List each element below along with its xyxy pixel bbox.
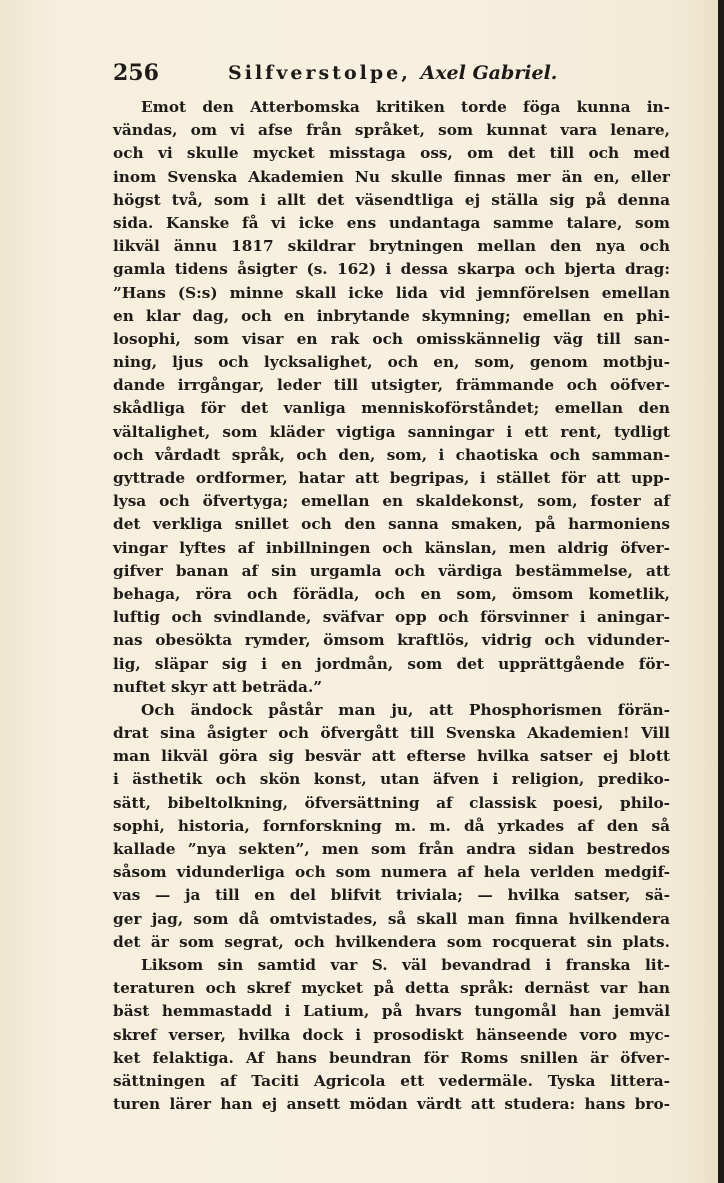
text-line: lysa och öfvertyga; emellan en skaldekonst, som, foster af bbox=[113, 492, 670, 511]
author-heading bbox=[228, 62, 557, 84]
running-head bbox=[113, 60, 673, 94]
text-line: i ästhetik och skön konst, utan äfven i religion, prediko- bbox=[113, 770, 670, 789]
text-line: gamla tidens åsigter (s. 162) i dessa skarpa och bjerta drag: bbox=[113, 260, 670, 279]
text-line: gyttrade ordformer, hatar att begripas, i stället för att upp- bbox=[113, 469, 670, 487]
text-line: dande irrgångar, leder till utsigter, främmande och oöfver- bbox=[113, 376, 670, 395]
text-line: och vårdadt språk, och den, som, i chaotiska och samman- bbox=[113, 445, 670, 464]
text-line: högst två, som i allt det väsendtliga ej ställa sig på denna bbox=[113, 190, 670, 209]
text-line: nuftet skyr att beträda.” bbox=[113, 677, 323, 696]
text-line: skådliga för det vanliga menniskoförståndet; emellan den bbox=[113, 399, 670, 418]
text-line: sättningen af Taciti Agricola ett vedermäle. Tyska littera- bbox=[113, 1071, 670, 1090]
text-line: sätt, bibeltolkning, öfversättning af classisk poesi, philo- bbox=[113, 793, 670, 812]
text-line: sida. Kanske få vi icke ens undantaga samme talare, som bbox=[113, 213, 670, 232]
text-line: kallade ”nya sekten”, men som från andra sidan bestredos bbox=[113, 840, 670, 858]
text-line: vältalighet, som kläder vigtiga sanningar i ett rent, tydligt bbox=[113, 422, 670, 441]
author-surname: Silfverstolpe, bbox=[228, 62, 411, 84]
text-line: teraturen och skref mycket på detta språk: dernäst var han bbox=[113, 979, 670, 998]
text-line: luftig och svindlande, sväfvar opp och försvinner i aningar- bbox=[113, 608, 670, 627]
text-line: likväl ännu 1817 skildrar brytningen mellan den nya och bbox=[113, 237, 670, 256]
text-line: Liksom sin samtid var S. väl bevandrad i franska lit- bbox=[141, 955, 670, 974]
text-line: Emot den Atterbomska kritiken torde föga kunna in- bbox=[141, 98, 670, 116]
text-line: vingar lyftes af inbillningen och känslan, men aldrig öfver- bbox=[113, 538, 670, 557]
text-line: det verkliga snillet och den sanna smaken, på harmoniens bbox=[113, 515, 670, 534]
body-text bbox=[113, 96, 670, 1116]
text-line: vändas, om vi afse från språket, som kunnat vara lenare, bbox=[113, 121, 670, 140]
text-line: vas — ja till en del blifvit triviala; — hvilka satser, sä- bbox=[113, 886, 670, 905]
text-line: nas obesökta rymder, ömsom kraftlös, vidrig och vidunder- bbox=[113, 631, 670, 650]
text-line: behaga, röra och förädla, och en som, ömsom kometlik, bbox=[113, 584, 670, 603]
page-edge-shadow bbox=[718, 0, 724, 1183]
author-given-name: Axel Gabriel. bbox=[420, 62, 558, 84]
text-line: ger jag, som då omtvistades, så skall man finna hvilkendera bbox=[113, 909, 670, 928]
text-line: och vi skulle mycket misstaga oss, om det till och med bbox=[113, 144, 670, 163]
text-line: en klar dag, och en inbrytande skymning; emellan en phi- bbox=[113, 306, 670, 325]
text-line: man likväl göra sig besvär att efterse hvilka satser ej blott bbox=[113, 747, 670, 766]
text-line: Och ändock påstår man ju, att Phosphorismen förän- bbox=[141, 700, 670, 719]
page-number: 256 bbox=[113, 60, 159, 86]
text-line: gifver banan af sin urgamla och värdiga bestämmelse, att bbox=[113, 561, 670, 580]
text-line: ning, ljus och lycksalighet, och en, som, genom motbju- bbox=[113, 353, 670, 372]
text-line: ”Hans (S:s) minne skall icke lida vid jemnförelsen emellan bbox=[113, 283, 670, 302]
text-line: lig, släpar sig i en jordmån, som det upprättgående för- bbox=[113, 654, 670, 673]
text-line: turen lärer han ej ansett mödan värdt att studera: hans bro- bbox=[113, 1095, 670, 1114]
text-line: drat sina åsigter och öfvergått till Svenska Akademien! Vill bbox=[113, 724, 670, 743]
text-line: sophi, historia, fornforskning m. m. då yrkades af den så bbox=[113, 816, 670, 835]
text-line: såsom vidunderliga och som numera af hela verlden medgif- bbox=[113, 863, 670, 882]
text-line: bäst hemmastadd i Latium, på hvars tungomål han jemväl bbox=[113, 1002, 670, 1021]
text-line: losophi, som visar en rak och omisskännelig väg till san- bbox=[113, 329, 670, 348]
text-line: ket felaktiga. Af hans beundran för Roms snillen är öfver- bbox=[113, 1048, 670, 1067]
text-line: det är som segrat, och hvilkendera som rocquerat sin plats. bbox=[113, 932, 670, 951]
text-line: skref verser, hvilka dock i prosodiskt hänseende voro myc- bbox=[113, 1025, 670, 1044]
text-line: inom Svenska Akademien Nu skulle finnas mer än en, eller bbox=[113, 167, 670, 186]
